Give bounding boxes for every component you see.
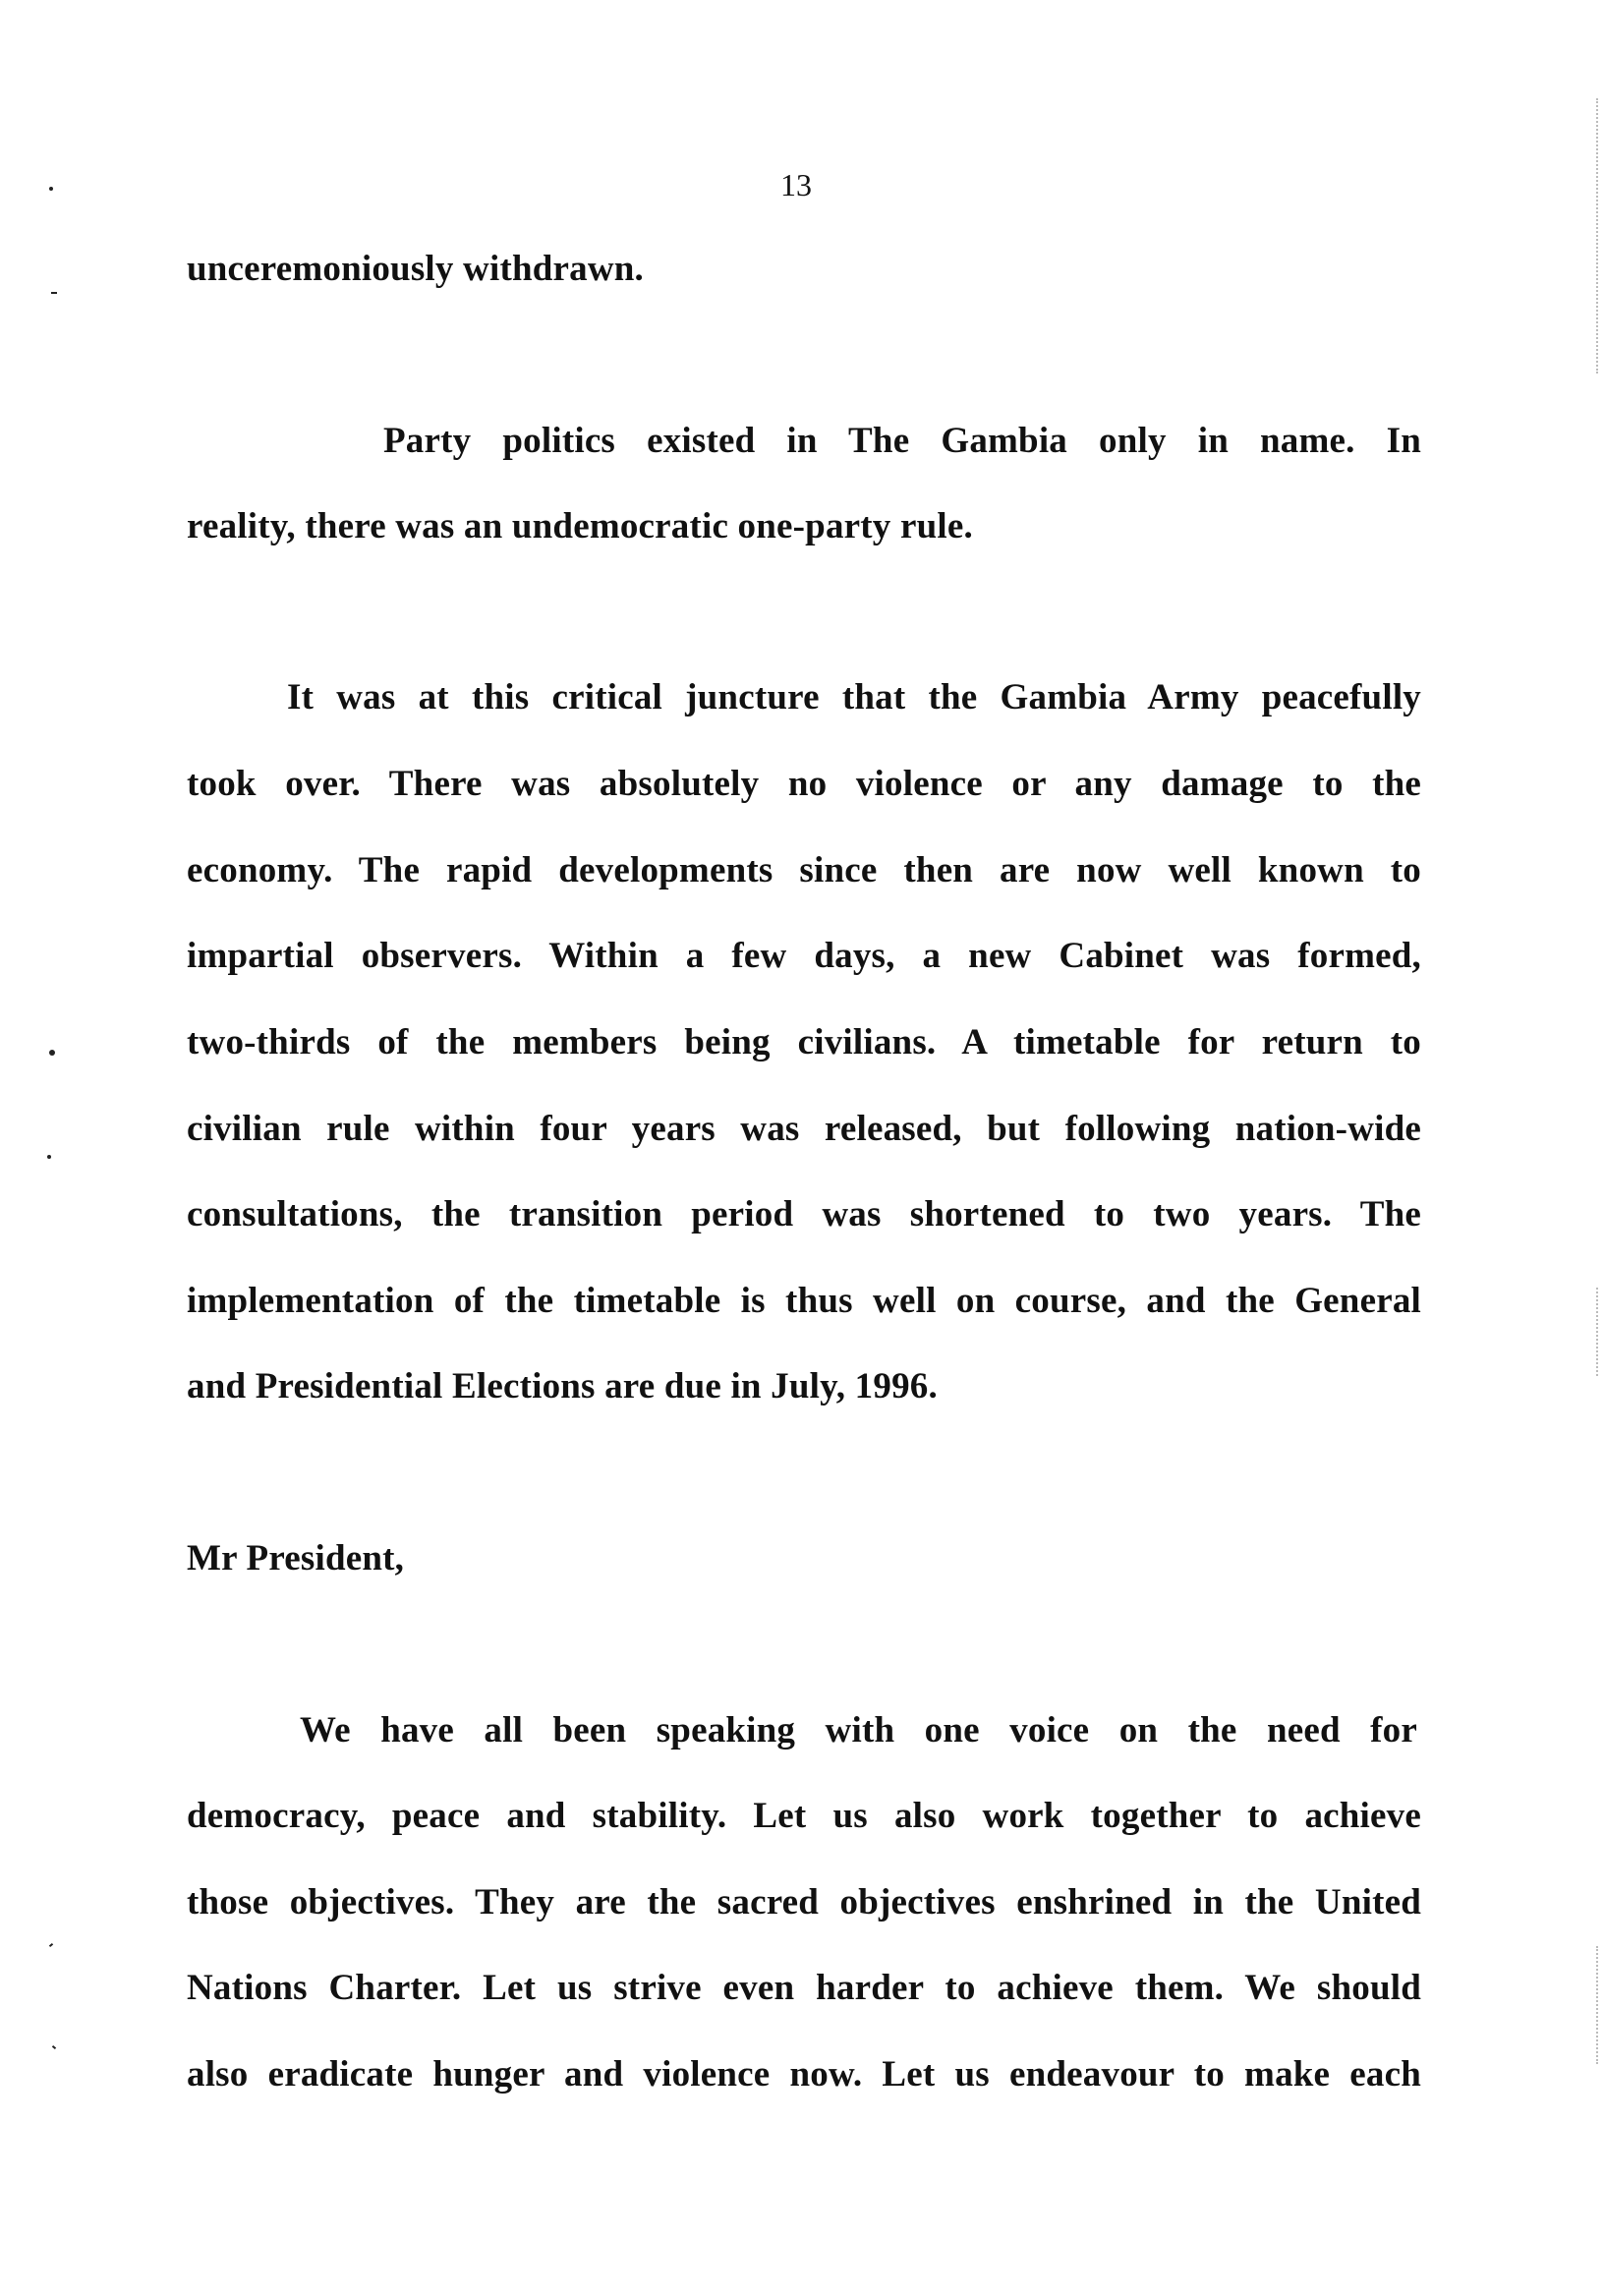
text-line: Mr President, [187, 1538, 405, 1578]
text-line: also eradicate hunger and violence now. Let us endeavour to make each [187, 2054, 1421, 2095]
scan-speck [47, 1155, 51, 1159]
text-line: and Presidential Elections are due in July, 1996. [187, 1366, 938, 1406]
text-line: reality, there was an undemocratic one-party rule. [187, 506, 973, 546]
text-line: implementation of the timetable is thus well on course, and the General [187, 1281, 1421, 1321]
text-line: impartial observers. Within a few days, a new Cabinet was formed, [187, 936, 1421, 976]
text-line: Party politics existed in The Gambia only in name. In [383, 421, 1421, 461]
scan-speck [52, 2045, 56, 2049]
text-line: economy. The rapid developments since then are now well known to [187, 850, 1421, 890]
text-line: We have all been speaking with one voice on the need for [300, 1710, 1417, 1751]
scan-edge [1596, 1288, 1598, 1376]
scan-speck [49, 1050, 55, 1056]
text-line: civilian rule within four years was released, but following nation-wide [187, 1109, 1421, 1149]
page-number: 13 [780, 167, 812, 202]
scan-speck [49, 1943, 53, 1947]
scan-speck [51, 292, 57, 294]
text-line: took over. There was absolutely no violence or any damage to the [187, 764, 1421, 804]
text-line: It was at this critical juncture that the Gambia Army peacefully [287, 677, 1421, 718]
text-line: two-thirds of the members being civilians. A timetable for return to [187, 1022, 1421, 1062]
text-line: consultations, the transition period was shortened to two years. The [187, 1194, 1421, 1234]
text-line: those objectives. They are the sacred objectives enshrined in the United [187, 1882, 1421, 1923]
text-line: democracy, peace and stability. Let us also work together to achieve [187, 1796, 1421, 1836]
scan-edge [1596, 98, 1598, 373]
scan-edge [1596, 1946, 1598, 2064]
text-line: unceremoniously withdrawn. [187, 249, 645, 289]
text-line: Nations Charter. Let us strive even harder to achieve them. We should [187, 1968, 1421, 2008]
scan-speck [49, 187, 53, 191]
